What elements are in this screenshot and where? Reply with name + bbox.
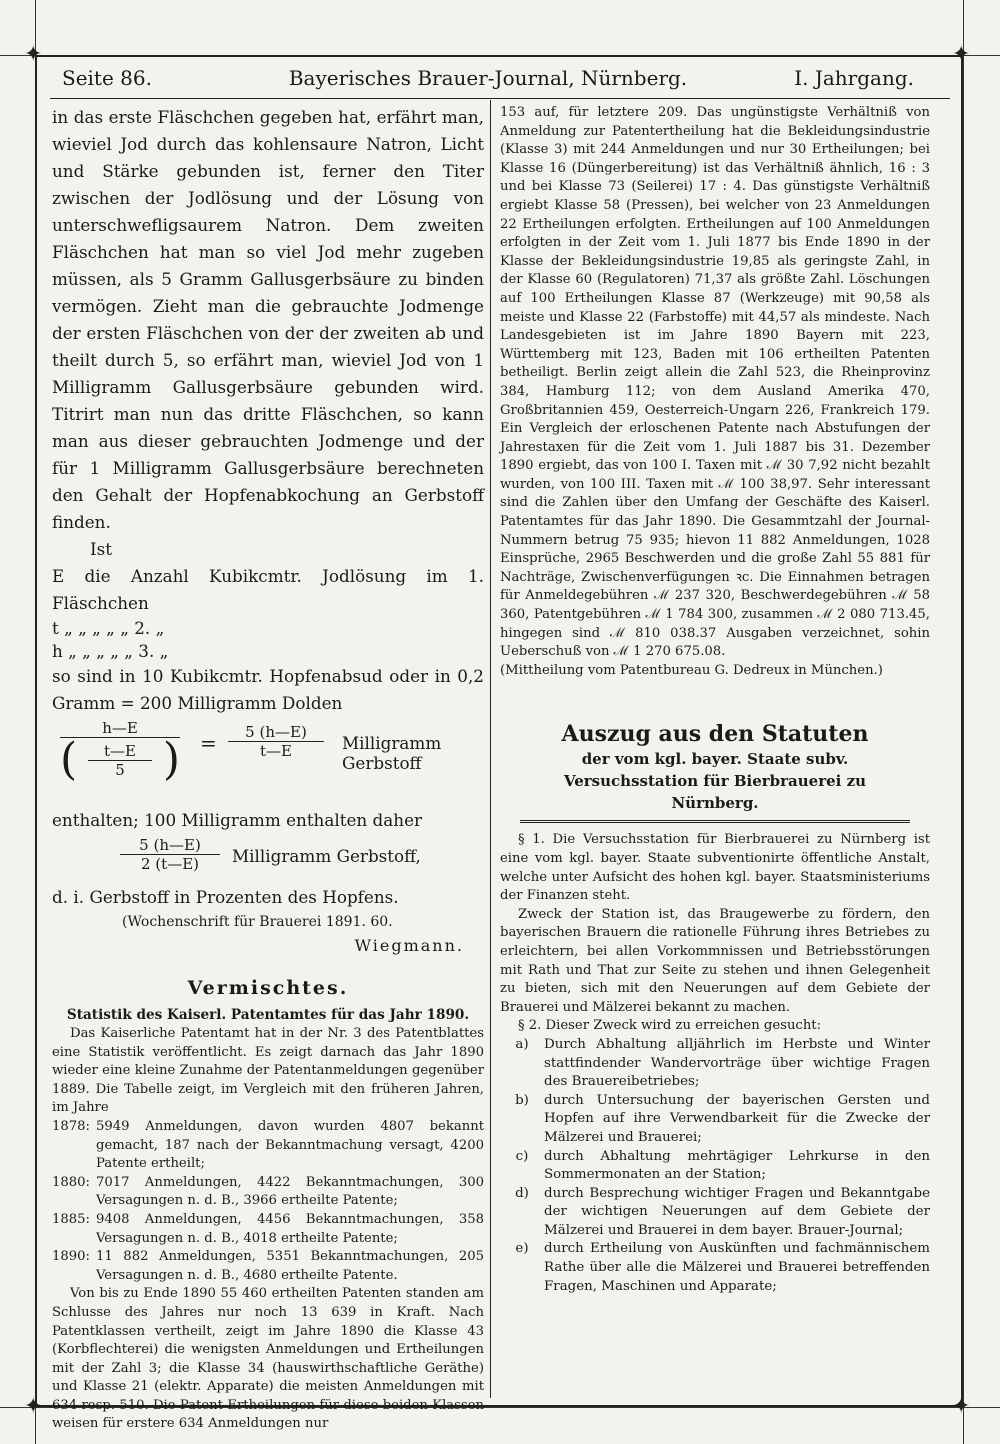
enthalten-line: enthalten; 100 Milligramm enthalten daher xyxy=(52,810,423,830)
page-number: Seite 86. xyxy=(62,66,152,90)
statutes-rule xyxy=(520,820,910,823)
statute-items xyxy=(500,1036,930,1296)
statistics-paragraph: Das Kaiserliche Patentamt hat in der Nr. 3 des Patentblattes eine Statistik veröffentlicht. Es zeigt darnach das Jahr 1890 wieder eine kleine Zunahme der Patentanmeldungen gegenüber 1889. Die Tabelle zeigt, im Vergleich mit den früheren Jahren, im Jahre xyxy=(52,1026,484,1116)
left-column xyxy=(52,104,484,1434)
formula-1-sub-denominator: 5 xyxy=(115,761,125,779)
list-item: 1878: 5949 Anmeldungen, davon wurden 4807 bekannt gemacht, 187 nach der Bekanntmachung versagt, 4200 Patente ertheilt; xyxy=(52,1118,484,1172)
list-item: 1885: 9408 Anmeldungen, 4456 Bekanntmachungen, 358 Versagungen n. d. B., 4018 ertheilte Patente; xyxy=(52,1211,484,1246)
statute-paragraph-2: § 2. Dieser Zweck wird zu erreichen gesucht: xyxy=(518,1018,822,1034)
corner-ornament-icon: ✦ xyxy=(952,1394,971,1419)
subsection-heading: Statistik des Kaiserl. Patentamtes für das Jahr 1890. xyxy=(66,1007,470,1023)
list-item: 1880: 7017 Anmeldungen, 4422 Bekanntmachungen, 300 Versagungen n. d. B., 3966 ertheilte Patente; xyxy=(52,1174,484,1209)
column-rule xyxy=(490,100,491,1398)
formula-2-unit: Milligramm Gerbstoff, xyxy=(232,846,421,866)
corner-ornament-icon: ✦ xyxy=(24,42,43,67)
list-item: e) durch Ertheilung von Auskünften und fachmännischem Rathe über alle die Mälzerei und Brauerei betreffenden Fragen, Maschinen und Apparate; xyxy=(515,1241,930,1294)
right-rule xyxy=(963,0,964,1444)
right-column xyxy=(500,104,930,1296)
volume-label: I. Jahrgang. xyxy=(794,66,914,90)
formula-2 xyxy=(52,834,484,884)
formula-2-denominator: 2 (t—E) xyxy=(141,855,199,873)
di-line: d. i. Gerbstoff in Prozenten des Hopfens. xyxy=(52,887,399,907)
ist-line: Ist xyxy=(90,539,112,559)
h-definition: h „ „ „ „ „ 3. „ xyxy=(52,641,169,661)
page-header xyxy=(62,62,914,92)
list-item: d) durch Besprechung wichtiger Fragen und Bekanntgabe der wichtigen Neuerungen auf dem Gebiete der Mälzerei und Brauerei in dem bayer. Brauer-Journal; xyxy=(515,1185,930,1238)
author-signature: Wiegmann. xyxy=(354,936,464,955)
list-item: c) durch Abhaltung mehrtägiger Lehrkurse in den Sommermonaten an der Station; xyxy=(515,1148,930,1183)
formula-2-numerator: 5 (h—E) xyxy=(120,836,220,855)
section-heading: Vermischtes. xyxy=(187,977,349,999)
years-list xyxy=(52,1118,484,1285)
statutes-title: Auszug aus den Statuten xyxy=(561,721,869,748)
intro-paragraph: in das erste Fläschchen gegeben hat, erfährt man, wieviel Jod durch das kohlensaure Natron, Licht und Stärke gebunden ist, ferner den Titer zwischen der Jodlösung und der Lösung von unterschwefligsaurem Natron. Dem zweiten Fläschchen hat man so viel Jod mehr zugeben müssen, als 5 Gramm Gallusgerbsäure zu binden vermögen. Zieht man die gebrauchte Jodmenge der ersten Fläschchen von der der zweiten ab und theilt durch 5, so erfährt man, wieviel Jod von 1 Milligramm Gallusgerbsäure gebunden wird. Titrirt man nun das dritte Fläschchen, so kann man aus dieser gebrauchten Jodmenge und der für 1 Milligramm Gallusgerbsäure berechneten den Gehalt der Hopfenabkochung an Gerbstoff finden. xyxy=(52,107,484,532)
corner-ornament-icon: ✦ xyxy=(952,42,971,67)
corner-ornament-icon: ✦ xyxy=(24,1394,43,1419)
continuation-paragraph: 153 auf, für letztere 209. Das ungünstigste Verhältniß von Anmeldung zur Patentertheilung hat die Bekleidungsindustrie (Klasse 3) mit 244 Anmeldungen und nur 30 Ertheilungen; bei Klasse 16 (Düngerbereitung) ist das Verhältniß ähnlich, 16 : 3 und bei Klasse 73 (Seilerei) 17 : 4. Das günstigste Verhältniß ergiebt Klasse 58 (Pressen), bei welcher von 23 Anmeldungen 22 Ertheilungen erfolgten. Ertheilungen auf 100 Anmeldungen erfolgten in der Zeit vom 1. Juli 1877 bis Ende 1890 in der Klasse der Bekleidungsindustrie 19,85 als geringste Zahl, in der Klasse 60 (Regulatoren) 71,37 als größte Zahl. Löschungen auf 100 Ertheilungen Klasse 87 (Werkzeuge) mit 90,58 als meiste und Klasse 22 (Farbstoffe) mit 44,57 als mindeste. Nach Landesgebieten ist im Jahre 1890 Bayern mit 223, Württemberg mit 123, Baden mit 106 ertheilten Patenten betheiligt. Berlin zeigt allein die Zahl 523, die Rheinprovinz 384, Hamburg 112; von dem Ausland Amerika 470, Großbritannien 459, Oesterreich-Ungarn 226, Frankreich 179. Ein Vergleich der erloschenen Patente nach Abstufungen der Jahrestaxen für die Zeit vom 1. Juli 1887 bis 31. Dezember 1890 ergiebt, das von 100 I. Taxen mit ℳ 30 7,92 nicht bezahlt wurden, von 100 III. Taxen mit ℳ 100 38,97. Sehr interessant sind die Zahlen über den Umfang der Geschäfte des Kaiserl. Patentamtes für das Jahr 1890. Die Gesammtzahl der Journal-Nummern betrug 75 935; hievon 11 882 Anmeldungen, 1028 Einsprüche, 2965 Beschwerden und die große Zahl 55 881 für Nachträge, Zwischenverfügungen ꝛc. Die Einnahmen betragen für Anmeldegebühren ℳ 237 320, Beschwerdegebühren ℳ 58 360, Patentgebühren ℳ 1 784 300, zusammen ℳ 2 080 713.45, hingegen sind ℳ 810 038.37 Ausgaben verzeichnet, sohin Ueberschuß von ℳ 1 270 675.08. xyxy=(500,105,930,660)
list-item: b) durch Untersuchung der bayerischen Gersten und Hopfen auf ihre Verwendbarkeit für die Zwecke der Mälzerei und Brauerei; xyxy=(515,1092,930,1145)
formula-1-sub-numerator: t—E xyxy=(88,742,152,761)
patent-classes-paragraph: Von bis zu Ende 1890 55 460 ertheilten Patenten standen am Schlusse des Jahres nur noch 13 639 in Kraft. Nach Patentklassen vertheilt, zeigt im Jahre 1890 die Klasse 43 (Korbflechterei) die wenigsten Anmeldungen und Ertheilungen mit der Zahl 3; die Klasse 34 (hauswirthschaftliche Geräthe) und Klasse 21 (elektr. Apparate) die meisten Anmeldungen mit 634 resp. 510. Die Patent-Ertheilungen für diese beiden Klassen weisen für erstere 634 Anmeldungen nur xyxy=(52,1286,484,1432)
statutes-subtitle: der vom kgl. bayer. Staate subv. Versuchsstation für Bierbrauerei zu Nürnberg. xyxy=(563,750,867,813)
credit-line: (Mittheilung vom Patentbureau G. Dedreux in München.) xyxy=(500,662,883,678)
e-definition: E die Anzahl Kubikcmtr. Jodlösung im 1. Fläschchen xyxy=(52,566,484,613)
formula-1-unit: Milligramm Gerbstoff xyxy=(342,733,442,773)
journal-title: Bayerisches Brauer-Journal, Nürnberg. xyxy=(288,66,688,90)
t-definition: t „ „ „ „ „ 2. „ xyxy=(52,618,165,638)
list-item: 1890: 11 882 Anmeldungen, 5351 Bekanntmachungen, 205 Versagungen n. d. B., 4680 ertheilte Patente. xyxy=(52,1249,484,1283)
formula-1-numerator: h—E xyxy=(60,719,180,738)
formula-1-right-numerator: 5 (h—E) xyxy=(228,723,324,742)
formula-1-equals: = xyxy=(200,731,217,755)
formula-1-right-denominator: t—E xyxy=(260,742,292,760)
so-sind-paragraph: so sind in 10 Kubikcmtr. Hopfenabsud oder in 0,2 Gramm = 200 Milligramm Dolden xyxy=(52,666,484,713)
source-citation: (Wochenschrift für Brauerei 1891. 60. xyxy=(122,914,393,930)
statute-purpose: Zweck der Station ist, das Braugewerbe zu fördern, den bayerischen Brauern die rationelle Führung ihres Betriebes zu erleichtern, bei allen Vorkommnissen und Betriebsstörungen mit Rath und That zur Seite zu stehen und ihnen Gelegenheit zu bieten, sich mit den Neuerungen auf dem Gebiete der Brauerei und Mälzerei bekannt zu machen. xyxy=(500,906,930,1015)
formula-1: h—E ( ) $\frac{t—E}{5}$ = $\frac{5 (h—E)}{t—E}$ Milligramm Gerbstoff xyxy=(52,719,484,807)
statute-paragraph-1: § 1. Die Versuchsstation für Bierbrauerei zu Nürnberg ist eine vom kgl. bayer. Staate subventionirte öffentliche Anstalt, welche unter Aufsicht des hohen kgl. bayer. Staatsministeriums der Finanzen steht. xyxy=(500,832,930,904)
list-item: a) Durch Abhaltung alljährlich im Herbste und Winter stattfindender Wandervorträge über wichtige Fragen des Brauereibetriebes; xyxy=(515,1036,930,1090)
header-rule xyxy=(50,98,950,99)
